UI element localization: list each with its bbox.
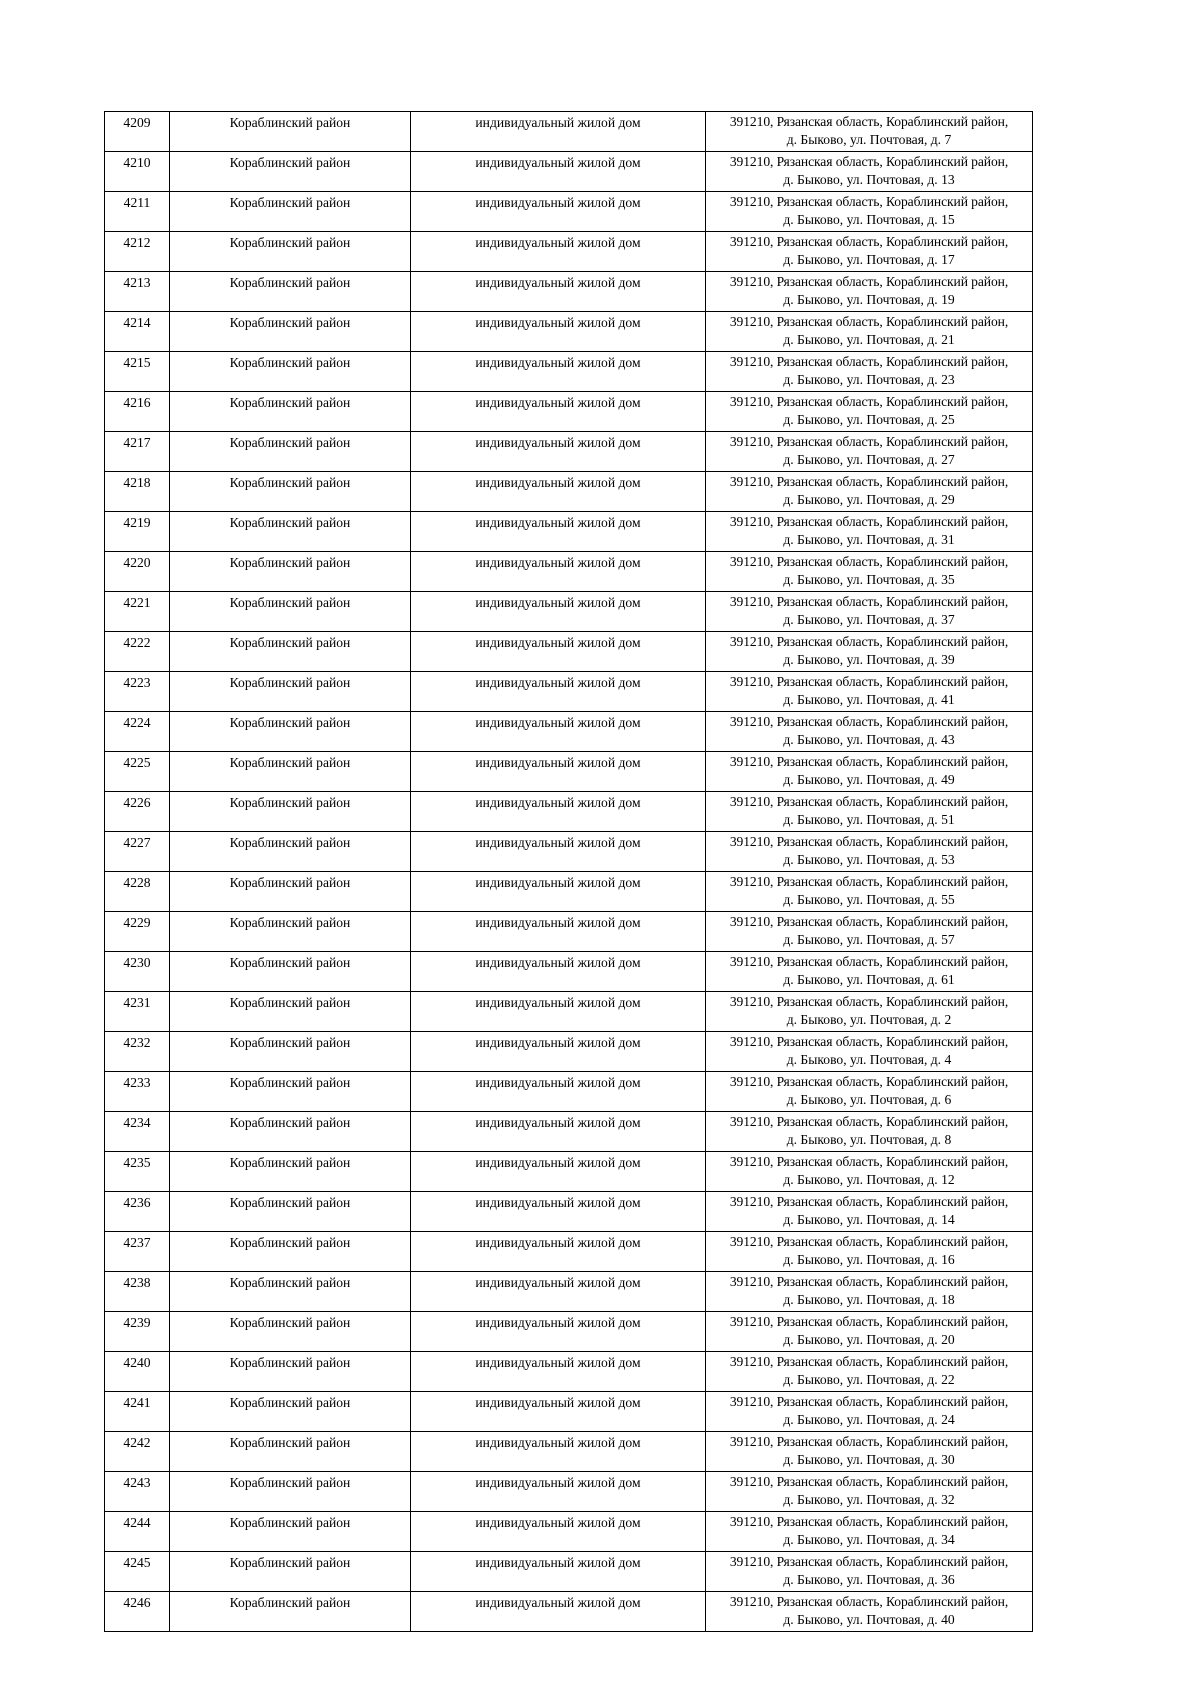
district-cell: Кораблинский район bbox=[170, 1032, 411, 1072]
address-line-2: д. Быково, ул. Почтовая, д. 14 bbox=[783, 1212, 955, 1227]
row-number: 4231 bbox=[105, 992, 170, 1032]
district-cell: Кораблинский район bbox=[170, 1192, 411, 1232]
row-number: 4226 bbox=[105, 792, 170, 832]
object-type-cell: индивидуальный жилой дом bbox=[411, 472, 706, 512]
district-cell: Кораблинский район bbox=[170, 992, 411, 1032]
address-cell bbox=[706, 512, 1033, 552]
row-number: 4246 bbox=[105, 1592, 170, 1632]
district-cell: Кораблинский район bbox=[170, 1232, 411, 1272]
housing-registry-table bbox=[104, 111, 1033, 1632]
address-line-1: 391210, Рязанская область, Кораблинский район, bbox=[729, 1554, 1009, 1569]
address-cell bbox=[706, 1432, 1033, 1472]
address-line-1: 391210, Рязанская область, Кораблинский район, bbox=[729, 634, 1009, 649]
address-line-2: д. Быково, ул. Почтовая, д. 25 bbox=[783, 412, 955, 427]
table-row bbox=[105, 1112, 1033, 1152]
object-type-cell: индивидуальный жилой дом bbox=[411, 1392, 706, 1432]
table-row bbox=[105, 1352, 1033, 1392]
object-type-cell: индивидуальный жилой дом bbox=[411, 432, 706, 472]
address-line-1: 391210, Рязанская область, Кораблинский район, bbox=[729, 1474, 1009, 1489]
district-cell: Кораблинский район bbox=[170, 632, 411, 672]
row-number: 4221 bbox=[105, 592, 170, 632]
row-number: 4238 bbox=[105, 1272, 170, 1312]
address-line-2: д. Быково, ул. Почтовая, д. 19 bbox=[783, 292, 955, 307]
row-number: 4243 bbox=[105, 1472, 170, 1512]
address-line-1: 391210, Рязанская область, Кораблинский район, bbox=[729, 1354, 1009, 1369]
object-type-cell: индивидуальный жилой дом bbox=[411, 1432, 706, 1472]
table-row bbox=[105, 832, 1033, 872]
row-number: 4245 bbox=[105, 1552, 170, 1592]
address-line-1: 391210, Рязанская область, Кораблинский район, bbox=[729, 674, 1009, 689]
object-type-cell: индивидуальный жилой дом bbox=[411, 352, 706, 392]
district-cell: Кораблинский район bbox=[170, 1432, 411, 1472]
table-row bbox=[105, 552, 1033, 592]
address-cell bbox=[706, 832, 1033, 872]
address-line-2: д. Быково, ул. Почтовая, д. 61 bbox=[783, 972, 955, 987]
district-cell: Кораблинский район bbox=[170, 432, 411, 472]
table-row bbox=[105, 712, 1033, 752]
address-cell bbox=[706, 552, 1033, 592]
table-row bbox=[105, 1032, 1033, 1072]
table-row bbox=[105, 992, 1033, 1032]
table-row bbox=[105, 952, 1033, 992]
address-cell bbox=[706, 632, 1033, 672]
object-type-cell: индивидуальный жилой дом bbox=[411, 952, 706, 992]
object-type-cell: индивидуальный жилой дом bbox=[411, 1192, 706, 1232]
object-type-cell: индивидуальный жилой дом bbox=[411, 712, 706, 752]
address-line-1: 391210, Рязанская область, Кораблинский район, bbox=[729, 1514, 1009, 1529]
object-type-cell: индивидуальный жилой дом bbox=[411, 232, 706, 272]
address-line-2: д. Быково, ул. Почтовая, д. 30 bbox=[783, 1452, 955, 1467]
address-line-2: д. Быково, ул. Почтовая, д. 51 bbox=[783, 812, 955, 827]
address-cell bbox=[706, 1072, 1033, 1112]
address-line-1: 391210, Рязанская область, Кораблинский район, bbox=[729, 114, 1009, 129]
address-cell bbox=[706, 112, 1033, 152]
address-line-1: 391210, Рязанская область, Кораблинский район, bbox=[729, 514, 1009, 529]
address-cell bbox=[706, 312, 1033, 352]
object-type-cell: индивидуальный жилой дом bbox=[411, 1592, 706, 1632]
table-row bbox=[105, 672, 1033, 712]
address-line-2: д. Быково, ул. Почтовая, д. 35 bbox=[783, 572, 955, 587]
table-row bbox=[105, 1152, 1033, 1192]
address-line-2: д. Быково, ул. Почтовая, д. 43 bbox=[783, 732, 955, 747]
address-line-2: д. Быково, ул. Почтовая, д. 36 bbox=[783, 1572, 955, 1587]
district-cell: Кораблинский район bbox=[170, 872, 411, 912]
district-cell: Кораблинский район bbox=[170, 1472, 411, 1512]
object-type-cell: индивидуальный жилой дом bbox=[411, 632, 706, 672]
table-row bbox=[105, 112, 1033, 152]
object-type-cell: индивидуальный жилой дом bbox=[411, 1352, 706, 1392]
row-number: 4219 bbox=[105, 512, 170, 552]
row-number: 4233 bbox=[105, 1072, 170, 1112]
row-number: 4239 bbox=[105, 1312, 170, 1352]
address-line-2: д. Быково, ул. Почтовая, д. 22 bbox=[783, 1372, 955, 1387]
object-type-cell: индивидуальный жилой дом bbox=[411, 992, 706, 1032]
table-row bbox=[105, 232, 1033, 272]
object-type-cell: индивидуальный жилой дом bbox=[411, 152, 706, 192]
table-row bbox=[105, 792, 1033, 832]
district-cell: Кораблинский район bbox=[170, 1072, 411, 1112]
table-row bbox=[105, 152, 1033, 192]
address-cell bbox=[706, 1552, 1033, 1592]
row-number: 4229 bbox=[105, 912, 170, 952]
district-cell: Кораблинский район bbox=[170, 1352, 411, 1392]
address-line-1: 391210, Рязанская область, Кораблинский район, bbox=[729, 754, 1009, 769]
district-cell: Кораблинский район bbox=[170, 232, 411, 272]
address-cell bbox=[706, 392, 1033, 432]
district-cell: Кораблинский район bbox=[170, 792, 411, 832]
address-line-2: д. Быково, ул. Почтовая, д. 53 bbox=[783, 852, 955, 867]
address-line-1: 391210, Рязанская область, Кораблинский район, bbox=[729, 1074, 1009, 1089]
district-cell: Кораблинский район bbox=[170, 312, 411, 352]
row-number: 4216 bbox=[105, 392, 170, 432]
row-number: 4224 bbox=[105, 712, 170, 752]
address-line-1: 391210, Рязанская область, Кораблинский район, bbox=[729, 1314, 1009, 1329]
object-type-cell: индивидуальный жилой дом bbox=[411, 392, 706, 432]
district-cell: Кораблинский район bbox=[170, 832, 411, 872]
address-cell bbox=[706, 1472, 1033, 1512]
address-cell bbox=[706, 792, 1033, 832]
district-cell: Кораблинский район bbox=[170, 1392, 411, 1432]
address-line-1: 391210, Рязанская область, Кораблинский район, bbox=[729, 554, 1009, 569]
address-line-2: д. Быково, ул. Почтовая, д. 13 bbox=[783, 172, 955, 187]
district-cell: Кораблинский район bbox=[170, 952, 411, 992]
object-type-cell: индивидуальный жилой дом bbox=[411, 552, 706, 592]
address-line-1: 391210, Рязанская область, Кораблинский район, bbox=[729, 474, 1009, 489]
row-number: 4214 bbox=[105, 312, 170, 352]
district-cell: Кораблинский район bbox=[170, 1152, 411, 1192]
row-number: 4217 bbox=[105, 432, 170, 472]
address-line-1: 391210, Рязанская область, Кораблинский район, bbox=[729, 1154, 1009, 1169]
table-row bbox=[105, 192, 1033, 232]
table-row bbox=[105, 472, 1033, 512]
district-cell: Кораблинский район bbox=[170, 1272, 411, 1312]
table-row bbox=[105, 1392, 1033, 1432]
district-cell: Кораблинский район bbox=[170, 472, 411, 512]
table-row bbox=[105, 1272, 1033, 1312]
object-type-cell: индивидуальный жилой дом bbox=[411, 512, 706, 552]
address-line-2: д. Быково, ул. Почтовая, д. 15 bbox=[783, 212, 955, 227]
address-line-2: д. Быково, ул. Почтовая, д. 23 bbox=[783, 372, 955, 387]
district-cell: Кораблинский район bbox=[170, 192, 411, 232]
address-line-1: 391210, Рязанская область, Кораблинский район, bbox=[729, 194, 1009, 209]
address-line-1: 391210, Рязанская область, Кораблинский район, bbox=[729, 234, 1009, 249]
address-line-1: 391210, Рязанская область, Кораблинский район, bbox=[729, 1434, 1009, 1449]
table-row bbox=[105, 1552, 1033, 1592]
table-row bbox=[105, 912, 1033, 952]
address-line-2: д. Быково, ул. Почтовая, д. 7 bbox=[786, 132, 952, 147]
address-cell bbox=[706, 592, 1033, 632]
table-row bbox=[105, 1432, 1033, 1472]
address-line-1: 391210, Рязанская область, Кораблинский район, bbox=[729, 834, 1009, 849]
address-cell bbox=[706, 192, 1033, 232]
object-type-cell: индивидуальный жилой дом bbox=[411, 1272, 706, 1312]
address-line-2: д. Быково, ул. Почтовая, д. 20 bbox=[783, 1332, 955, 1347]
address-line-1: 391210, Рязанская область, Кораблинский район, bbox=[729, 1114, 1009, 1129]
address-cell bbox=[706, 1592, 1033, 1632]
district-cell: Кораблинский район bbox=[170, 392, 411, 432]
row-number: 4244 bbox=[105, 1512, 170, 1552]
district-cell: Кораблинский район bbox=[170, 912, 411, 952]
address-line-2: д. Быково, ул. Почтовая, д. 37 bbox=[783, 612, 955, 627]
object-type-cell: индивидуальный жилой дом bbox=[411, 112, 706, 152]
object-type-cell: индивидуальный жилой дом bbox=[411, 1552, 706, 1592]
address-line-2: д. Быково, ул. Почтовая, д. 34 bbox=[783, 1532, 955, 1547]
address-line-2: д. Быково, ул. Почтовая, д. 31 bbox=[783, 532, 955, 547]
row-number: 4242 bbox=[105, 1432, 170, 1472]
address-cell bbox=[706, 992, 1033, 1032]
table-row bbox=[105, 1192, 1033, 1232]
row-number: 4241 bbox=[105, 1392, 170, 1432]
object-type-cell: индивидуальный жилой дом bbox=[411, 272, 706, 312]
address-line-1: 391210, Рязанская область, Кораблинский район, bbox=[729, 594, 1009, 609]
address-line-2: д. Быково, ул. Почтовая, д. 2 bbox=[786, 1012, 952, 1027]
table-row bbox=[105, 1472, 1033, 1512]
address-line-1: 391210, Рязанская область, Кораблинский район, bbox=[729, 1594, 1009, 1609]
table-row bbox=[105, 632, 1033, 672]
address-line-1: 391210, Рязанская область, Кораблинский район, bbox=[729, 274, 1009, 289]
row-number: 4220 bbox=[105, 552, 170, 592]
object-type-cell: индивидуальный жилой дом bbox=[411, 1312, 706, 1352]
object-type-cell: индивидуальный жилой дом bbox=[411, 672, 706, 712]
address-line-2: д. Быково, ул. Почтовая, д. 27 bbox=[783, 452, 955, 467]
object-type-cell: индивидуальный жилой дом bbox=[411, 872, 706, 912]
address-line-2: д. Быково, ул. Почтовая, д. 57 bbox=[783, 932, 955, 947]
district-cell: Кораблинский район bbox=[170, 712, 411, 752]
object-type-cell: индивидуальный жилой дом bbox=[411, 1032, 706, 1072]
row-number: 4210 bbox=[105, 152, 170, 192]
district-cell: Кораблинский район bbox=[170, 352, 411, 392]
district-cell: Кораблинский район bbox=[170, 112, 411, 152]
address-cell bbox=[706, 1512, 1033, 1552]
address-line-1: 391210, Рязанская область, Кораблинский район, bbox=[729, 1234, 1009, 1249]
address-cell bbox=[706, 272, 1033, 312]
address-cell bbox=[706, 712, 1033, 752]
address-line-2: д. Быково, ул. Почтовая, д. 49 bbox=[783, 772, 955, 787]
row-number: 4215 bbox=[105, 352, 170, 392]
object-type-cell: индивидуальный жилой дом bbox=[411, 1232, 706, 1272]
row-number: 4227 bbox=[105, 832, 170, 872]
table-row bbox=[105, 392, 1033, 432]
object-type-cell: индивидуальный жилой дом bbox=[411, 312, 706, 352]
address-line-2: д. Быково, ул. Почтовая, д. 6 bbox=[786, 1092, 952, 1107]
district-cell: Кораблинский район bbox=[170, 1112, 411, 1152]
address-line-1: 391210, Рязанская область, Кораблинский район, bbox=[729, 394, 1009, 409]
district-cell: Кораблинский район bbox=[170, 752, 411, 792]
address-cell bbox=[706, 1352, 1033, 1392]
row-number: 4240 bbox=[105, 1352, 170, 1392]
row-number: 4237 bbox=[105, 1232, 170, 1272]
table-body bbox=[105, 112, 1033, 1632]
row-number: 4218 bbox=[105, 472, 170, 512]
address-line-1: 391210, Рязанская область, Кораблинский район, bbox=[729, 714, 1009, 729]
row-number: 4235 bbox=[105, 1152, 170, 1192]
address-line-1: 391210, Рязанская область, Кораблинский район, bbox=[729, 794, 1009, 809]
address-line-1: 391210, Рязанская область, Кораблинский район, bbox=[729, 994, 1009, 1009]
table-row bbox=[105, 1232, 1033, 1272]
address-line-2: д. Быково, ул. Почтовая, д. 16 bbox=[783, 1252, 955, 1267]
table-row bbox=[105, 312, 1033, 352]
district-cell: Кораблинский район bbox=[170, 552, 411, 592]
address-line-2: д. Быково, ул. Почтовая, д. 40 bbox=[783, 1612, 955, 1627]
district-cell: Кораблинский район bbox=[170, 592, 411, 632]
address-cell bbox=[706, 672, 1033, 712]
address-line-1: 391210, Рязанская область, Кораблинский район, bbox=[729, 1194, 1009, 1209]
object-type-cell: индивидуальный жилой дом bbox=[411, 752, 706, 792]
row-number: 4211 bbox=[105, 192, 170, 232]
district-cell: Кораблинский район bbox=[170, 672, 411, 712]
row-number: 4228 bbox=[105, 872, 170, 912]
object-type-cell: индивидуальный жилой дом bbox=[411, 912, 706, 952]
object-type-cell: индивидуальный жилой дом bbox=[411, 1112, 706, 1152]
table-row bbox=[105, 1312, 1033, 1352]
address-line-2: д. Быково, ул. Почтовая, д. 24 bbox=[783, 1412, 955, 1427]
address-line-1: 391210, Рязанская область, Кораблинский район, bbox=[729, 954, 1009, 969]
row-number: 4232 bbox=[105, 1032, 170, 1072]
address-cell bbox=[706, 152, 1033, 192]
district-cell: Кораблинский район bbox=[170, 272, 411, 312]
row-number: 4225 bbox=[105, 752, 170, 792]
table-row bbox=[105, 1512, 1033, 1552]
address-line-1: 391210, Рязанская область, Кораблинский район, bbox=[729, 874, 1009, 889]
object-type-cell: индивидуальный жилой дом bbox=[411, 792, 706, 832]
address-cell bbox=[706, 1272, 1033, 1312]
address-line-2: д. Быково, ул. Почтовая, д. 32 bbox=[783, 1492, 955, 1507]
address-line-2: д. Быково, ул. Почтовая, д. 41 bbox=[783, 692, 955, 707]
address-line-1: 391210, Рязанская область, Кораблинский район, bbox=[729, 154, 1009, 169]
address-cell bbox=[706, 1112, 1033, 1152]
district-cell: Кораблинский район bbox=[170, 1312, 411, 1352]
address-line-1: 391210, Рязанская область, Кораблинский район, bbox=[729, 1274, 1009, 1289]
table-row bbox=[105, 352, 1033, 392]
object-type-cell: индивидуальный жилой дом bbox=[411, 1512, 706, 1552]
table-row bbox=[105, 1592, 1033, 1632]
address-line-2: д. Быково, ул. Почтовая, д. 17 bbox=[783, 252, 955, 267]
address-line-2: д. Быково, ул. Почтовая, д. 8 bbox=[786, 1132, 952, 1147]
table-row bbox=[105, 872, 1033, 912]
address-cell bbox=[706, 952, 1033, 992]
table-row bbox=[105, 592, 1033, 632]
address-cell bbox=[706, 1232, 1033, 1272]
object-type-cell: индивидуальный жилой дом bbox=[411, 1152, 706, 1192]
document-page bbox=[104, 111, 1032, 1632]
address-line-1: 391210, Рязанская область, Кораблинский район, bbox=[729, 1394, 1009, 1409]
address-cell bbox=[706, 912, 1033, 952]
object-type-cell: индивидуальный жилой дом bbox=[411, 192, 706, 232]
address-cell bbox=[706, 472, 1033, 512]
row-number: 4209 bbox=[105, 112, 170, 152]
address-cell bbox=[706, 872, 1033, 912]
table-row bbox=[105, 432, 1033, 472]
address-line-1: 391210, Рязанская область, Кораблинский район, bbox=[729, 434, 1009, 449]
address-line-2: д. Быково, ул. Почтовая, д. 18 bbox=[783, 1292, 955, 1307]
row-number: 4236 bbox=[105, 1192, 170, 1232]
row-number: 4234 bbox=[105, 1112, 170, 1152]
address-line-1: 391210, Рязанская область, Кораблинский район, bbox=[729, 1034, 1009, 1049]
district-cell: Кораблинский район bbox=[170, 512, 411, 552]
object-type-cell: индивидуальный жилой дом bbox=[411, 832, 706, 872]
address-cell bbox=[706, 1192, 1033, 1232]
address-line-2: д. Быково, ул. Почтовая, д. 39 bbox=[783, 652, 955, 667]
table-row bbox=[105, 272, 1033, 312]
address-line-2: д. Быково, ул. Почтовая, д. 12 bbox=[783, 1172, 955, 1187]
district-cell: Кораблинский район bbox=[170, 1592, 411, 1632]
district-cell: Кораблинский район bbox=[170, 1512, 411, 1552]
address-cell bbox=[706, 352, 1033, 392]
row-number: 4223 bbox=[105, 672, 170, 712]
row-number: 4230 bbox=[105, 952, 170, 992]
row-number: 4222 bbox=[105, 632, 170, 672]
address-cell bbox=[706, 432, 1033, 472]
address-cell bbox=[706, 1312, 1033, 1352]
address-line-2: д. Быково, ул. Почтовая, д. 55 bbox=[783, 892, 955, 907]
district-cell: Кораблинский район bbox=[170, 1552, 411, 1592]
address-cell bbox=[706, 1392, 1033, 1432]
address-line-2: д. Быково, ул. Почтовая, д. 4 bbox=[786, 1052, 952, 1067]
object-type-cell: индивидуальный жилой дом bbox=[411, 1472, 706, 1512]
address-line-1: 391210, Рязанская область, Кораблинский район, bbox=[729, 354, 1009, 369]
address-line-1: 391210, Рязанская область, Кораблинский район, bbox=[729, 314, 1009, 329]
address-line-2: д. Быково, ул. Почтовая, д. 21 bbox=[783, 332, 955, 347]
row-number: 4212 bbox=[105, 232, 170, 272]
table-row bbox=[105, 1072, 1033, 1112]
table-row bbox=[105, 752, 1033, 792]
address-cell bbox=[706, 752, 1033, 792]
row-number: 4213 bbox=[105, 272, 170, 312]
address-line-2: д. Быково, ул. Почтовая, д. 29 bbox=[783, 492, 955, 507]
district-cell: Кораблинский район bbox=[170, 152, 411, 192]
object-type-cell: индивидуальный жилой дом bbox=[411, 1072, 706, 1112]
address-cell bbox=[706, 1032, 1033, 1072]
address-line-1: 391210, Рязанская область, Кораблинский район, bbox=[729, 914, 1009, 929]
address-cell bbox=[706, 1152, 1033, 1192]
object-type-cell: индивидуальный жилой дом bbox=[411, 592, 706, 632]
address-cell bbox=[706, 232, 1033, 272]
table-row bbox=[105, 512, 1033, 552]
